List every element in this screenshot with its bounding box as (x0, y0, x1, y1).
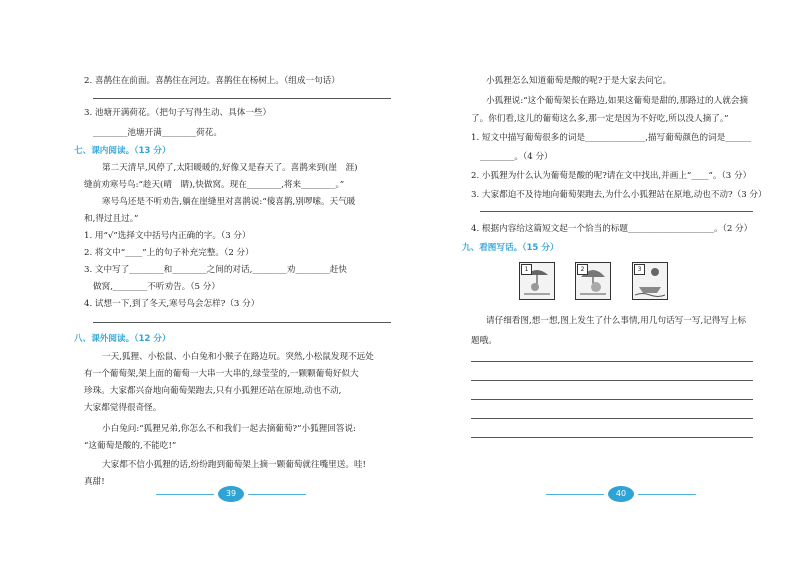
writing-line[interactable] (471, 437, 753, 438)
right-q1: 1. 短文中描写葡萄很多的词是______________,描写葡萄颜色的词是______ (471, 133, 752, 143)
passage-8-line: 大家都不信小狐狸的话,纷纷跑到葡萄架上摘一颗葡萄就往嘴里送。哇! (102, 460, 366, 470)
passage-8-line: 大家都觉得很奇怪。 (84, 403, 162, 413)
left-q3: 3. 池塘开满荷花。（把句子写得生动、具体一些） (84, 108, 272, 118)
picture-panel-2 (575, 262, 611, 300)
passage-8-line: 一天,狐狸、小松鼠、小白兔和小猴子在路边玩。突然,小松鼠发现不远处 (102, 352, 374, 362)
passage-8-line: 有一个葡萄架,架上面的葡萄一大串一大串的,绿莹莹的,一颗颗葡萄好似大 (84, 369, 359, 379)
page-number-right (546, 484, 696, 506)
right-q3: 3. 大家都迫不及待地向葡萄架跑去,为什么小狐狸站在原地,动也不动?（3 分） (471, 190, 767, 200)
left-q2: 2. 喜鹊住在前面。喜鹊住在河边。喜鹊住在杨树上。（组成一句话） (84, 76, 340, 86)
page-number-badge: 39 (218, 486, 244, 502)
passage-7-line: 第二天清早,风停了,太阳暖暖的,好像又是春天了。喜鹊来到(崖 涯) (102, 163, 358, 173)
passage-8-line: 珍珠。大家都兴奋地向葡萄架跑去,只有小狐狸还站在原地,动也不动, (84, 386, 342, 396)
right-q4: 4. 根据内容给这篇短文起一个恰当的标题____________________。（2 分） (471, 224, 753, 234)
answer-line (93, 322, 391, 323)
answer-line (93, 98, 391, 99)
question-7-4: 4. 试想一下,到了冬天,寒号鸟会怎样?（3 分） (84, 299, 260, 309)
question-7-3: 3. 文中写了________和________之间的对话,________劝________赶快 (84, 265, 347, 275)
right-q1-cont: ________。（4 分） (480, 152, 553, 162)
writing-line[interactable] (471, 380, 753, 381)
passage-8-line: 小白兔问:“狐狸兄弟,你怎么不和我们一起去摘葡萄?”小狐狸回答说: (102, 424, 356, 434)
right-passage-line: 小狐狸怎么知道葡萄是酸的呢?于是大家去问它。 (486, 76, 672, 86)
right-passage-line: 了。你们看,这儿的葡萄这么多,那一定是因为不好吃,所以没人摘了。” (471, 114, 729, 124)
section-9-title: 九、看图写话。（15 分） (462, 243, 559, 253)
picture-panel-1 (519, 262, 555, 300)
right-q2: 2. 小狐狸为什么认为葡萄是酸的呢?请在文中找出,并画上“____”。（3 分） (471, 171, 752, 181)
section-8-title: 八、课外阅读。（12 分） (74, 334, 171, 344)
question-7-2: 2. 将文中“____”上的句子补充完整。（2 分） (84, 248, 254, 258)
writing-line[interactable] (471, 361, 753, 362)
writing-prompt: 请仔细看图,想一想,图上发生了什么事情,用几句话写一写,记得写上标 (486, 316, 747, 326)
picture-number: 2 (577, 264, 588, 275)
section-7-title: 七、课内阅读。（13 分） (74, 146, 171, 156)
question-7-3-cont: 做窝,________不听劝告。（5 分） (93, 282, 220, 292)
right-passage-line: 小狐狸说:“这个葡萄架长在路边,如果这葡萄是甜的,那路过的人就会摘 (486, 96, 748, 106)
passage-8-line: 真甜! (84, 477, 105, 487)
left-q3-fill: ________池塘开满________荷花。 (93, 128, 222, 138)
passage-8-line: “这葡萄是酸的,不能吃!” (84, 441, 177, 451)
picture-number: 3 (634, 264, 645, 275)
passage-7-line: 缝前劝寒号鸟:“趁天(晴 睛),快做窝。现在________,将来________。” (84, 180, 345, 190)
question-7-1: 1. 用“√”选择文中括号内正确的字。（3 分） (84, 231, 251, 241)
passage-7-line: 和,得过且过。” (84, 214, 139, 224)
writing-prompt-cont: 题哦。 (471, 336, 497, 346)
page-number-left (156, 484, 306, 506)
picture-number: 1 (521, 264, 532, 275)
picture-panel-3 (632, 262, 668, 300)
writing-line[interactable] (471, 399, 753, 400)
passage-7-line: 寒号鸟还是不听劝告,躺在崖缝里对喜鹊说:“傻喜鹊,别啰嗦。天气暖 (102, 197, 356, 207)
page-number-badge: 40 (608, 486, 634, 502)
writing-line[interactable] (471, 418, 753, 419)
answer-line (480, 211, 753, 212)
